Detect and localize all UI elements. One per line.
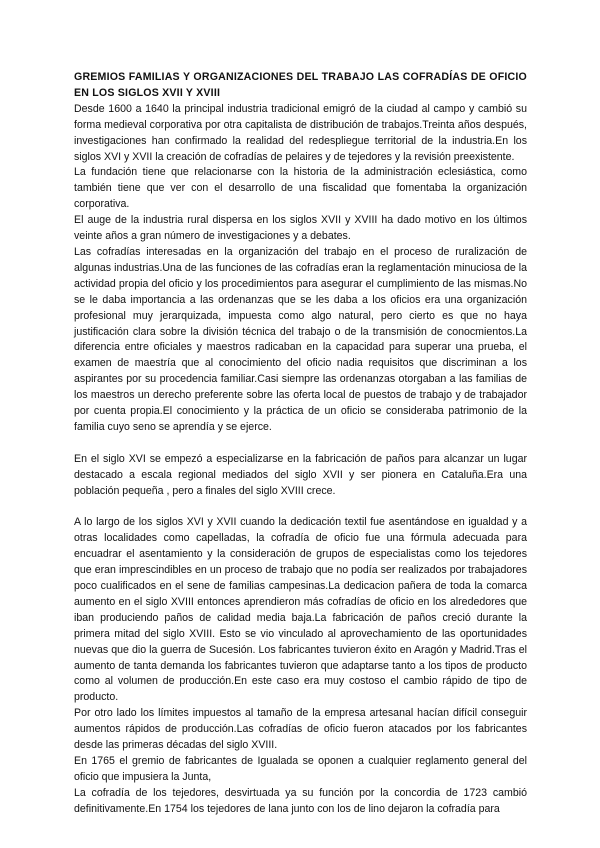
paragraph-8: En 1765 el gremio de fabricantes de Igualada se oponen a cualquier reglamento general del oficio que impusiera la Junta, [74, 754, 527, 783]
paragraph-2: La fundación tiene que relacionarse con la historia de la administración eclesiástica, como también tiene que ver con el desarrollo de una fiscalidad que fomentaba la organización corporativa. [74, 166, 527, 211]
paragraph-spacer [74, 499, 527, 515]
document-title: GREMIOS FAMILIAS Y ORGANIZACIONES DEL TRABAJO LAS COFRADÍAS DE OFICIO EN LOS SIGLOS XVII Y XVIII [74, 71, 527, 99]
paragraph-4: Las cofradías interesadas en la organización del trabajo en el proceso de ruralización de algunas industrias.Una de las funciones de las cofradías eran la reglamentación minuciosa de la actividad propia del oficio y los procedimientos para asegurar el cumplimiento de las mismas.No se le daba importancia a las ordenanzas que se les daba a los oficios era una organización profesional muy jerarquizada, impuesta como algo natural, pero cierto es que no haya justificación clara sobre la división técnica del trabajo o de la transmisión de conocmientos.La diferencia entre oficiales y maestros radicaban en la capacidad para superar una prueba, el examen de maestría que al conocimiento del oficio nadia requisitos que discriminan a los aspirantes por su procedencia familiar.Casi siempre las ordenanzas otorgaban a las familias de los maestros un derecho preferente sobre las oferta local de puestos de trabajo y de trabajador por cuenta propia.El conocimiento y la práctica de un oficio se consideraba patrimonio de la familia cuyo seno se aprendía y se ejerce. [74, 245, 527, 433]
paragraph-7: Por otro lado los límites impuestos al tamaño de la empresa artesanal hacían difícil conseguir aumentos rápidos de producción.Las cofradías de oficio fueron atacados por los fabricantes desde las primeras décadas del siglo XVIII. [74, 707, 527, 752]
paragraph-6: A lo largo de los siglos XVI y XVII cuando la dedicación textil fue asentándose en igualdad y a otras localidades como capelladas, la cofradía de oficio fue una fórmula adecuada para encuadrar el asentamiento y la consideración de grupos de especialistas como los tejedores que eran imprescindibles en un proceso de trabajo que no podía ser realizados por trabajadores poco cualificados en el sene de familias campesinas.La dedicacion pañera de toda la comarca aumento en el siglo XVIII entonces aprendieron más cofradías de oficio en los alrededores que iban produciendo paños de calidad media baja.La fabricación de paños creció durante la primera mitad del siglo XVIII. Esto se vio vinculado al aprovechamiento de las oportunidades nuevas que dio la guerra de Sucesión. Los fabricantes tuvieron éxito en Aragón y Madrid.Tras el aumento de tanta demanda los fabricantes tuvieron que adaptarse tanto a los tipos de producto como al volumen de producción.En este caso era muy costoso el cambio rápido de tipo de producto. [74, 516, 527, 704]
paragraph-5: En el siglo XVI se empezó a especializarse en la fabricación de paños para alcanzar un lugar destacado a escala regional mediados del siglo XVII y ser pionera en Cataluña.Era una población pequeña , pero a finales del siglo XVIII crece. [74, 452, 527, 497]
paragraph-3: El auge de la industria rural dispersa en los siglos XVII y XVIII ha dado motivo en los últimos veinte años a gran número de investigaciones y a debates. [74, 214, 527, 243]
document-page [74, 70, 527, 818]
paragraph-9: La cofradía de los tejedores, desvirtuada ya su función por la concordia de 1723 cambió definitivamente.En 1754 los tejedores de lana junto con los de lino dejaron la cofradía para [74, 786, 527, 815]
paragraph-1: Desde 1600 a 1640 la principal industria tradicional emigró de la ciudad al campo y cambió su forma medieval corporativa por otra capitalista de distribución de trabajos.Treinta años después, investigaciones han confirmado la realidad del redespliegue territorial de la industria.En los siglos XVI y XVII la creación de cofradías de pelaires y de tejedores y la revisión preexistente. [74, 102, 527, 163]
paragraph-spacer [74, 436, 527, 452]
